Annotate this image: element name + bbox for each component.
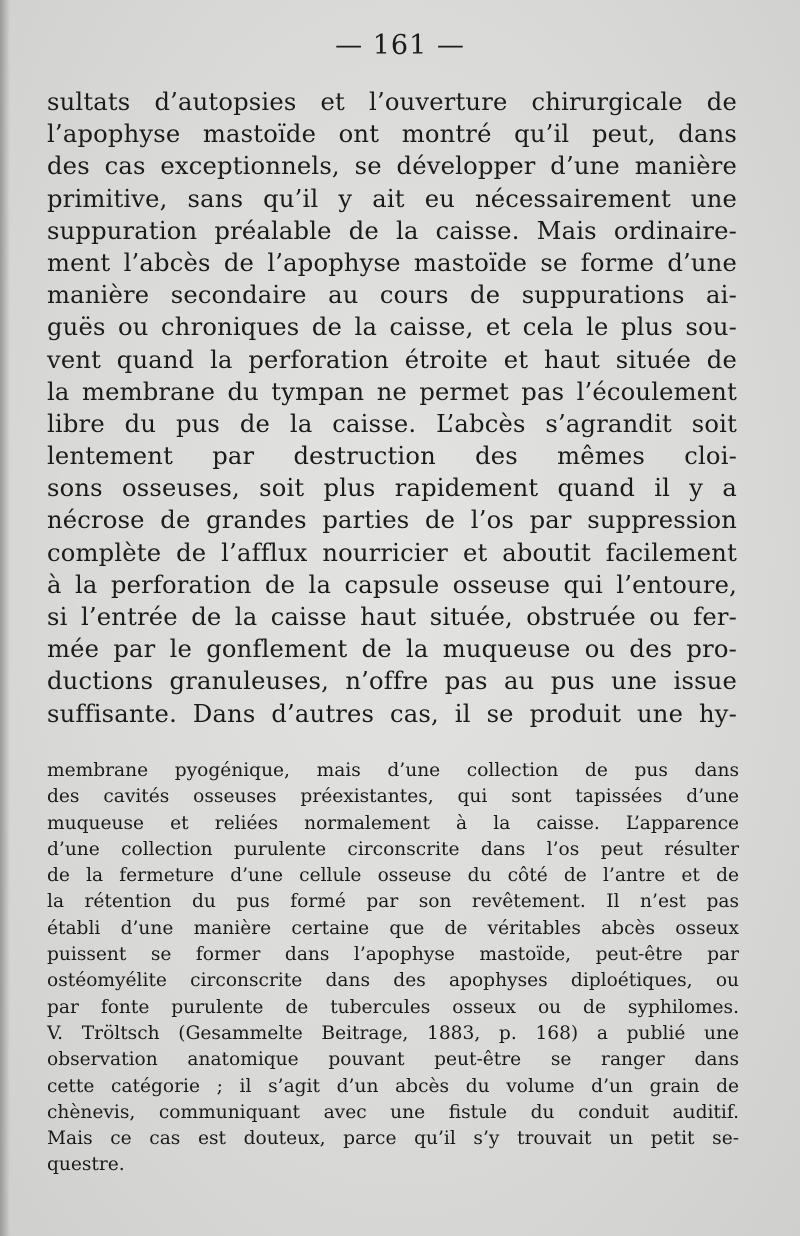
- text-line: libre du pus de la caisse. L’abcès s’agrandit soit: [47, 409, 737, 438]
- text-line: sons osseuses, soit plus rapidement quand il y a: [47, 474, 737, 503]
- footnote-line: de la fermeture d’une cellule osseuse du côté de l’antre et de: [47, 865, 739, 887]
- footnote-line: la rétention du pus formé par son revêtement. Il n’est pas: [47, 891, 739, 913]
- footnote-line: d’une collection purulente circonscrite dans l’os peut résulter: [47, 838, 739, 860]
- footnote-line: des cavités osseuses préexistantes, qui sont tapissées d’une: [47, 786, 739, 808]
- footnote-line: par fonte purulente de tubercules osseux ou de syphilomes.: [47, 996, 739, 1018]
- footnote-line: V. Tröltsch (Gesammelte Beitrage, 1883, p. 168) a publié une: [47, 1022, 739, 1044]
- text-line: ductions granuleuses, n’offre pas au pus une issue: [47, 667, 737, 696]
- footnote-line: membrane pyogénique, mais d’une collection de pus dans: [47, 760, 739, 781]
- footnote-line: chènevis, communiquant avec une fistule du conduit auditif.: [47, 1101, 739, 1123]
- text-line: à la perforation de la capsule osseuse qui l’entoure,: [47, 570, 737, 599]
- footnote-line: observation anatomique pouvant peut-être se ranger dans: [47, 1049, 739, 1071]
- text-line: si l’entrée de la caisse haut située, obstruée ou fer-: [47, 603, 737, 631]
- text-line: complète de l’afflux nourricier et aboutit facilement: [47, 538, 737, 567]
- main-text: [47, 86, 737, 730]
- text-line: des cas exceptionnels, se développer d’une manière: [47, 152, 737, 181]
- text-line: lentement par destruction des mêmes cloi-: [47, 442, 737, 471]
- text-line: suffisante. Dans d’autres cas, il se produit une hy-: [47, 699, 737, 728]
- text-line: nécrose de grandes parties de l’os par suppression: [47, 506, 737, 535]
- text-line: suppuration préalable de la caisse. Mais ordinaire-: [47, 216, 737, 245]
- footnote-line: cette catégorie ; il s’agit d’un abcès du volume d’un grain de: [47, 1075, 739, 1097]
- text-line: primitive, sans qu’il y ait eu nécessairement une: [47, 184, 737, 213]
- page-edge-shadow: [0, 0, 10, 1236]
- text-line: manière secondaire au cours de suppurations ai-: [47, 281, 737, 310]
- footnote-line: établi d’une manière certaine que de véritables abcès osseux: [47, 917, 739, 939]
- text-line: ment l’abcès de l’apophyse mastoïde se forme d’une: [47, 248, 737, 277]
- footnote-line: Mais ce cas est douteux, parce qu’il s’y trouvait un petit se-: [47, 1128, 739, 1150]
- footnote-line: puissent se former dans l’apophyse mastoïde, peut-être par: [47, 944, 739, 966]
- footnote-line: questre.: [47, 1154, 125, 1176]
- footnote-line: muqueuse et reliées normalement à la caisse. L’apparence: [47, 812, 739, 834]
- page-number: — 161 —: [335, 30, 465, 61]
- footnote-line: ostéomyélite circonscrite dans des apophyses diploétiques, ou: [47, 970, 739, 992]
- text-line: sultats d’autopsies et l’ouverture chirurgicale de: [47, 88, 737, 116]
- text-line: guës ou chroniques de la caisse, et cela le plus sou-: [47, 313, 737, 342]
- text-line: la membrane du tympan ne permet pas l’écoulement: [47, 377, 737, 406]
- footnote: [47, 758, 739, 1179]
- text-line: mée par le gonflement de la muqueuse ou des pro-: [47, 635, 737, 664]
- text-line: l’apophyse mastoïde ont montré qu’il peut, dans: [47, 120, 737, 149]
- text-line: vent quand la perforation étroite et haut située de: [47, 345, 737, 374]
